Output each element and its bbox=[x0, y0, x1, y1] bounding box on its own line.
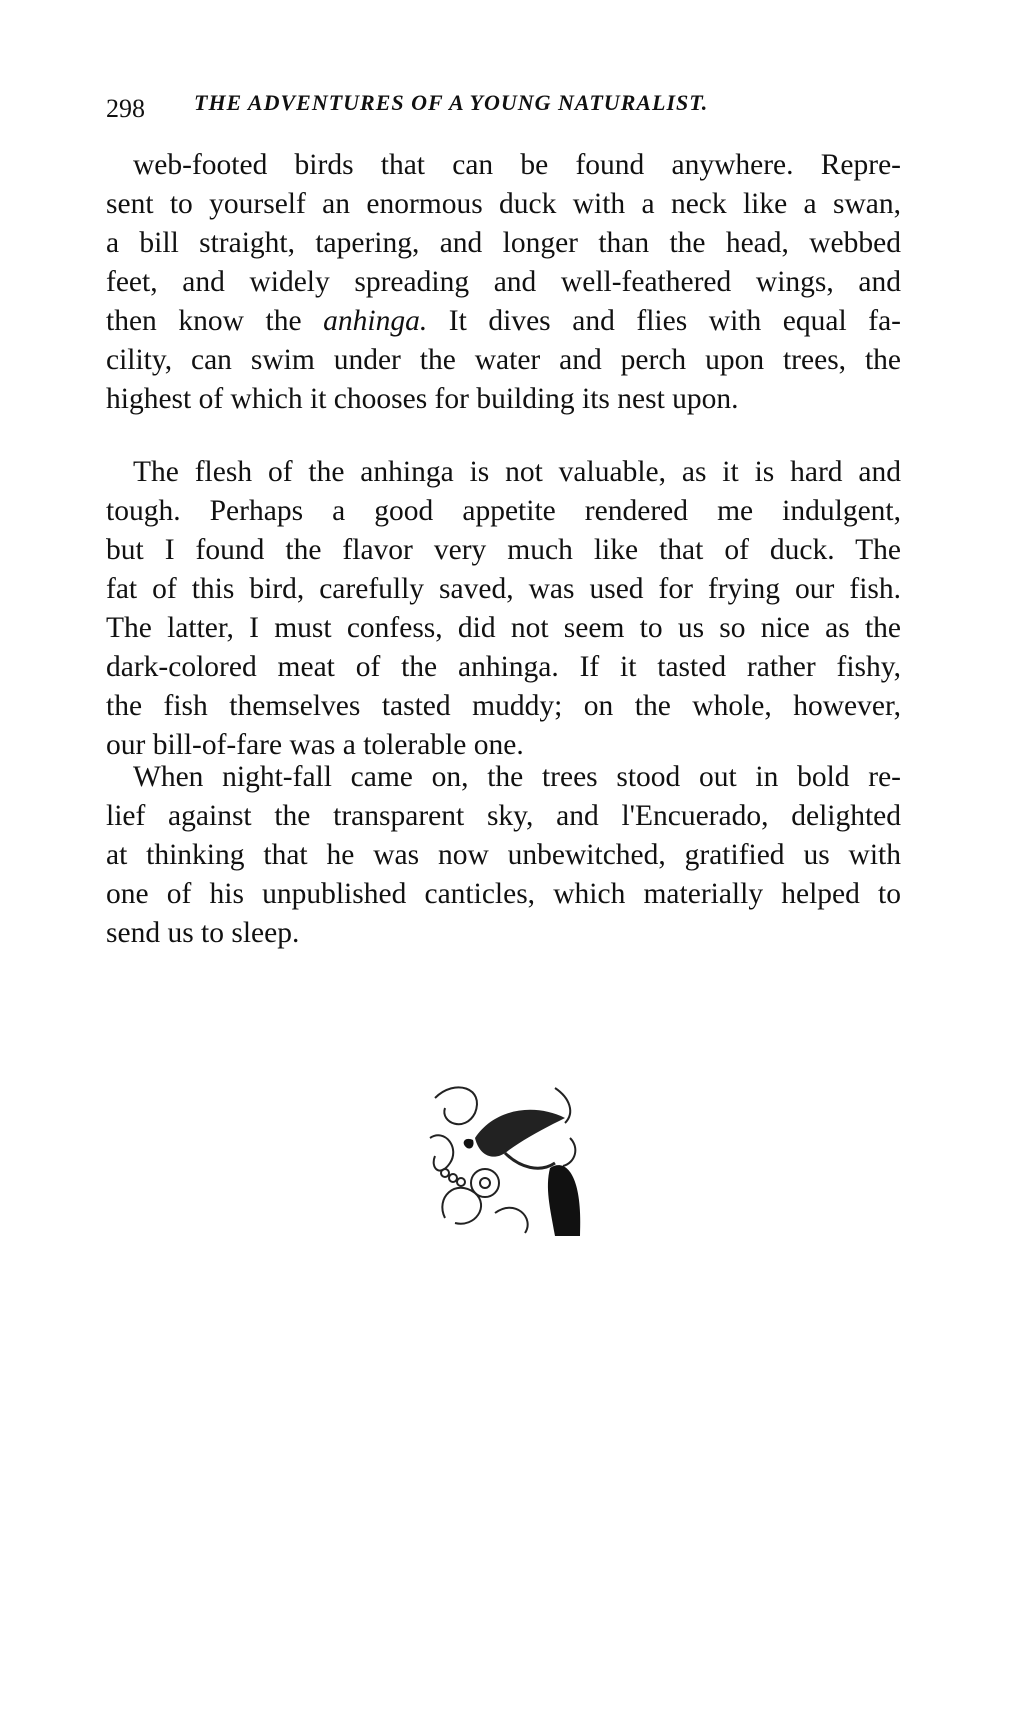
bird-vignette-icon bbox=[425, 1078, 587, 1236]
text-line: but I found the flavor very much like that of duck. The bbox=[106, 534, 901, 566]
text-line: our bill-of-fare was a tolerable one. bbox=[106, 729, 524, 761]
text-line: cility, can swim under the water and perch upon trees, the bbox=[106, 344, 901, 376]
text-line: fat of this bird, carefully saved, was used for frying our fish. bbox=[106, 573, 901, 605]
text-line: tough. Perhaps a good appetite rendered me indulgent, bbox=[106, 495, 901, 527]
page-number: 298 bbox=[106, 94, 145, 123]
text-line: send us to sleep. bbox=[106, 917, 300, 949]
text-line: the fish themselves tasted muddy; on the whole, however, bbox=[106, 690, 901, 722]
text-line: dark-colored meat of the anhinga. If it tasted rather fishy, bbox=[106, 651, 901, 683]
text-line: When night-fall came on, the trees stood out in bold re- bbox=[133, 761, 901, 793]
text-line: The latter, I must confess, did not seem to us so nice as the bbox=[106, 612, 901, 644]
text-line: web-footed birds that can be found anywhere. Repre- bbox=[133, 149, 901, 181]
text-line: The flesh of the anhinga is not valuable, as it is hard and bbox=[133, 456, 901, 488]
running-title: THE ADVENTURES OF A YOUNG NATURALIST. bbox=[194, 90, 709, 115]
text-line: one of his unpublished canticles, which materially helped to bbox=[106, 878, 901, 910]
text-line: a bill straight, tapering, and longer than the head, webbed bbox=[106, 227, 901, 259]
text-line: at thinking that he was now unbewitched, gratified us with bbox=[106, 839, 901, 871]
text-line: sent to yourself an enormous duck with a neck like a swan, bbox=[106, 188, 901, 220]
text-line: then know the anhinga. It dives and flies with equal fa- bbox=[106, 305, 901, 337]
text-line: lief against the transparent sky, and l'Encuerado, delighted bbox=[106, 800, 901, 832]
text-line: feet, and widely spreading and well-feathered wings, and bbox=[106, 266, 901, 298]
text-line: highest of which it chooses for building its nest upon. bbox=[106, 383, 739, 415]
